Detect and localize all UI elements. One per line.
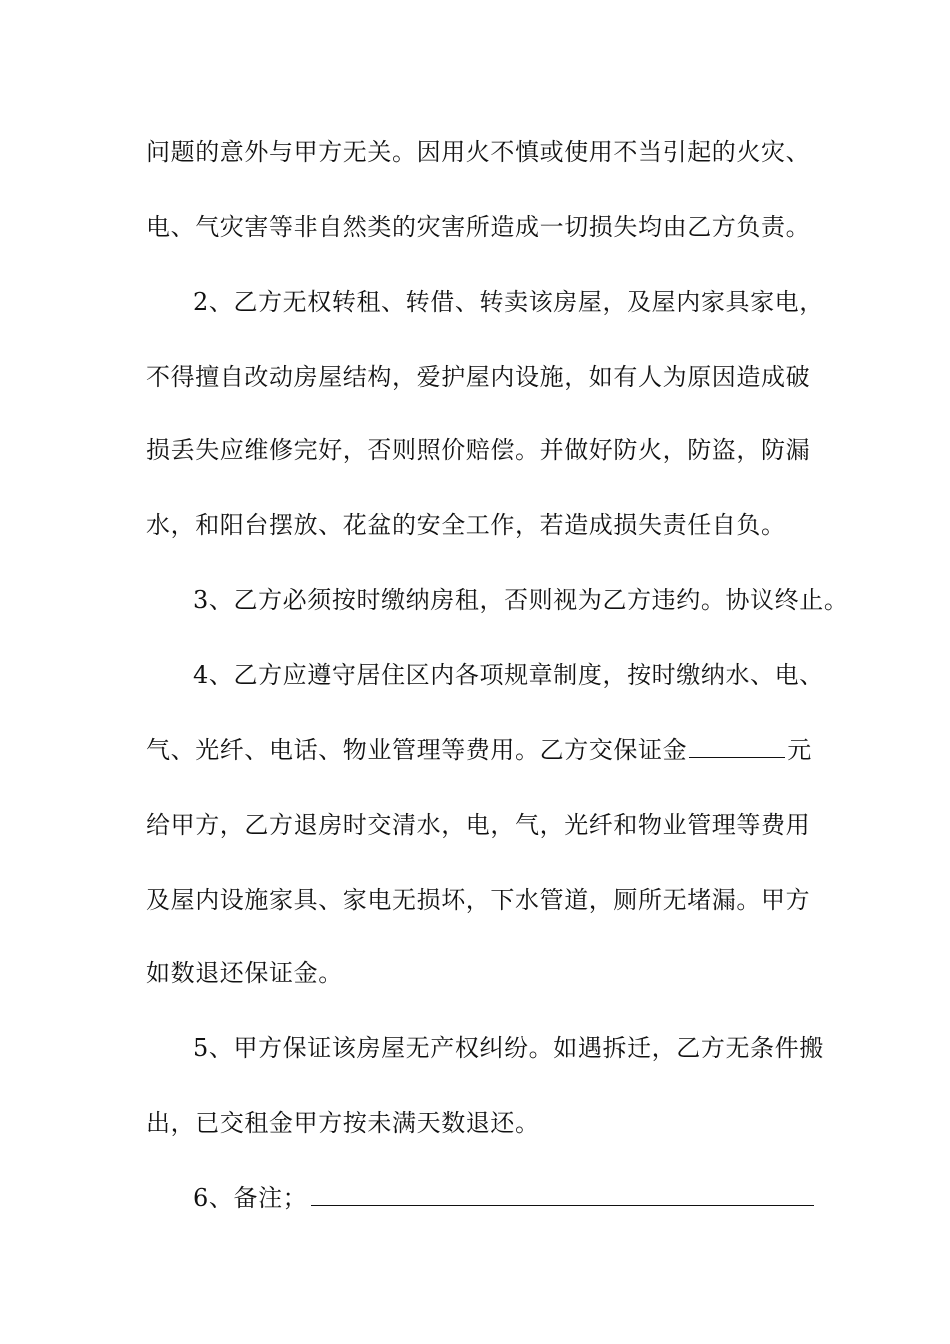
paragraph-line: 出，已交租金甲方按未满天数退还。 — [146, 1109, 540, 1137]
paragraph-line: 及屋内设施家具、家电无损坏，下水管道，厕所无堵漏。甲方 — [146, 886, 811, 914]
deposit-unit: 元 — [787, 736, 812, 764]
clause-2-line: 2、乙方无权转租、转借、转卖该房屋，及屋内家具家电， — [193, 288, 824, 316]
paragraph-line: 不得擅自改动房屋结构，爱护屋内设施，如有人为原因造成破 — [146, 363, 811, 391]
paragraph-line: 问题的意外与甲方无关。因用火不慎或使用不当引起的火灾、 — [146, 138, 811, 166]
clause-6-line — [193, 1183, 814, 1213]
clause-3-line: 3、乙方必须按时缴纳房租，否则视为乙方违约。协议终止。 — [193, 586, 849, 614]
paragraph-line: 给甲方，乙方退房时交清水，电，气，光纤和物业管理等费用 — [146, 811, 811, 839]
clause-5-line: 5、甲方保证该房屋无产权纠纷。如遇拆迁，乙方无条件搬 — [193, 1034, 824, 1062]
paragraph-line: 水，和阳台摆放、花盆的安全工作，若造成损失责任自负。 — [146, 511, 786, 539]
deposit-amount-blank[interactable] — [689, 735, 785, 758]
remarks-blank[interactable] — [311, 1183, 814, 1206]
remarks-label: 6、备注； — [193, 1184, 308, 1212]
deposit-text: 气、光纤、电话、物业管理等费用。乙方交保证金 — [146, 736, 688, 764]
clause-4-line: 4、乙方应遵守居住区内各项规章制度，按时缴纳水、电、 — [193, 661, 824, 689]
paragraph-line — [146, 735, 812, 765]
paragraph-line: 如数退还保证金。 — [146, 959, 343, 987]
paragraph-line: 损丢失应维修完好，否则照价赔偿。并做好防火，防盗，防漏 — [146, 436, 811, 464]
paragraph-line: 电、气灾害等非自然类的灾害所造成一切损失均由乙方负责。 — [146, 213, 811, 241]
